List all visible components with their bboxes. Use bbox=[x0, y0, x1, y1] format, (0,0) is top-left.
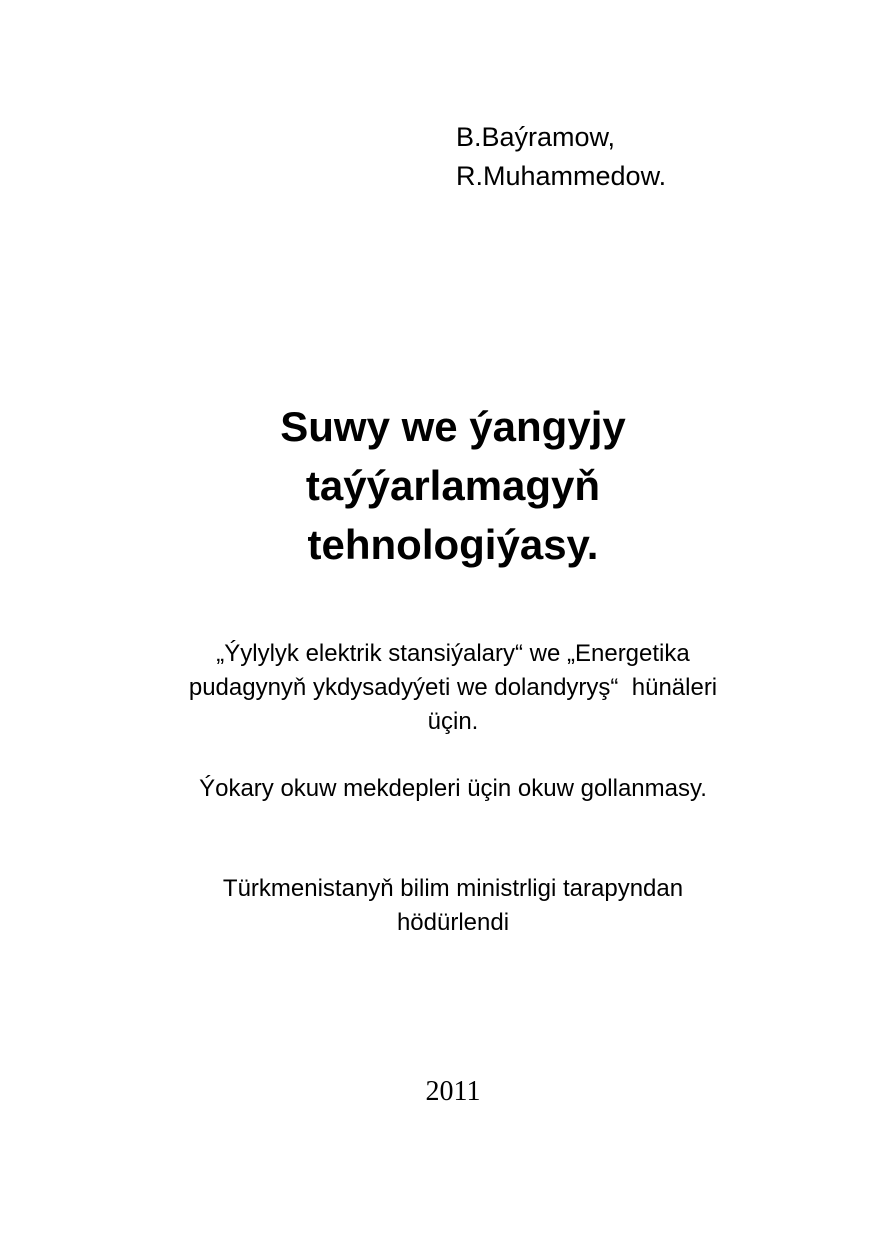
title-line: taýýarlamagyň bbox=[305, 462, 601, 509]
subtitle-line: „Ýylylyk elektrik stansiýalary“ we „Energetika bbox=[216, 640, 690, 667]
book-title bbox=[0, 397, 877, 574]
book-purpose: Ýokary okuw mekdepleri üçin okuw gollanmasy. bbox=[199, 775, 707, 802]
publication-year: 2011 bbox=[425, 1076, 481, 1107]
subtitle-line: üçin. bbox=[427, 708, 479, 735]
subtitle-line: pudagynyň ykdysadyýeti we dolandyryş“ hünäleri bbox=[188, 674, 718, 701]
authors-block bbox=[456, 118, 666, 196]
specialties-subtitle bbox=[0, 637, 877, 739]
title-line: Suwy we ýangyjy bbox=[280, 403, 626, 450]
title-line: tehnologiýasy. bbox=[307, 521, 599, 568]
author-name: B.Baýramow, bbox=[456, 122, 616, 152]
author-name: R.Muhammedow. bbox=[456, 161, 667, 191]
presented-line: hödürlendi bbox=[396, 909, 510, 936]
presented-by bbox=[0, 872, 877, 940]
presented-line: Türkmenistanyň bilim ministrligi tarapyndan bbox=[222, 875, 684, 902]
